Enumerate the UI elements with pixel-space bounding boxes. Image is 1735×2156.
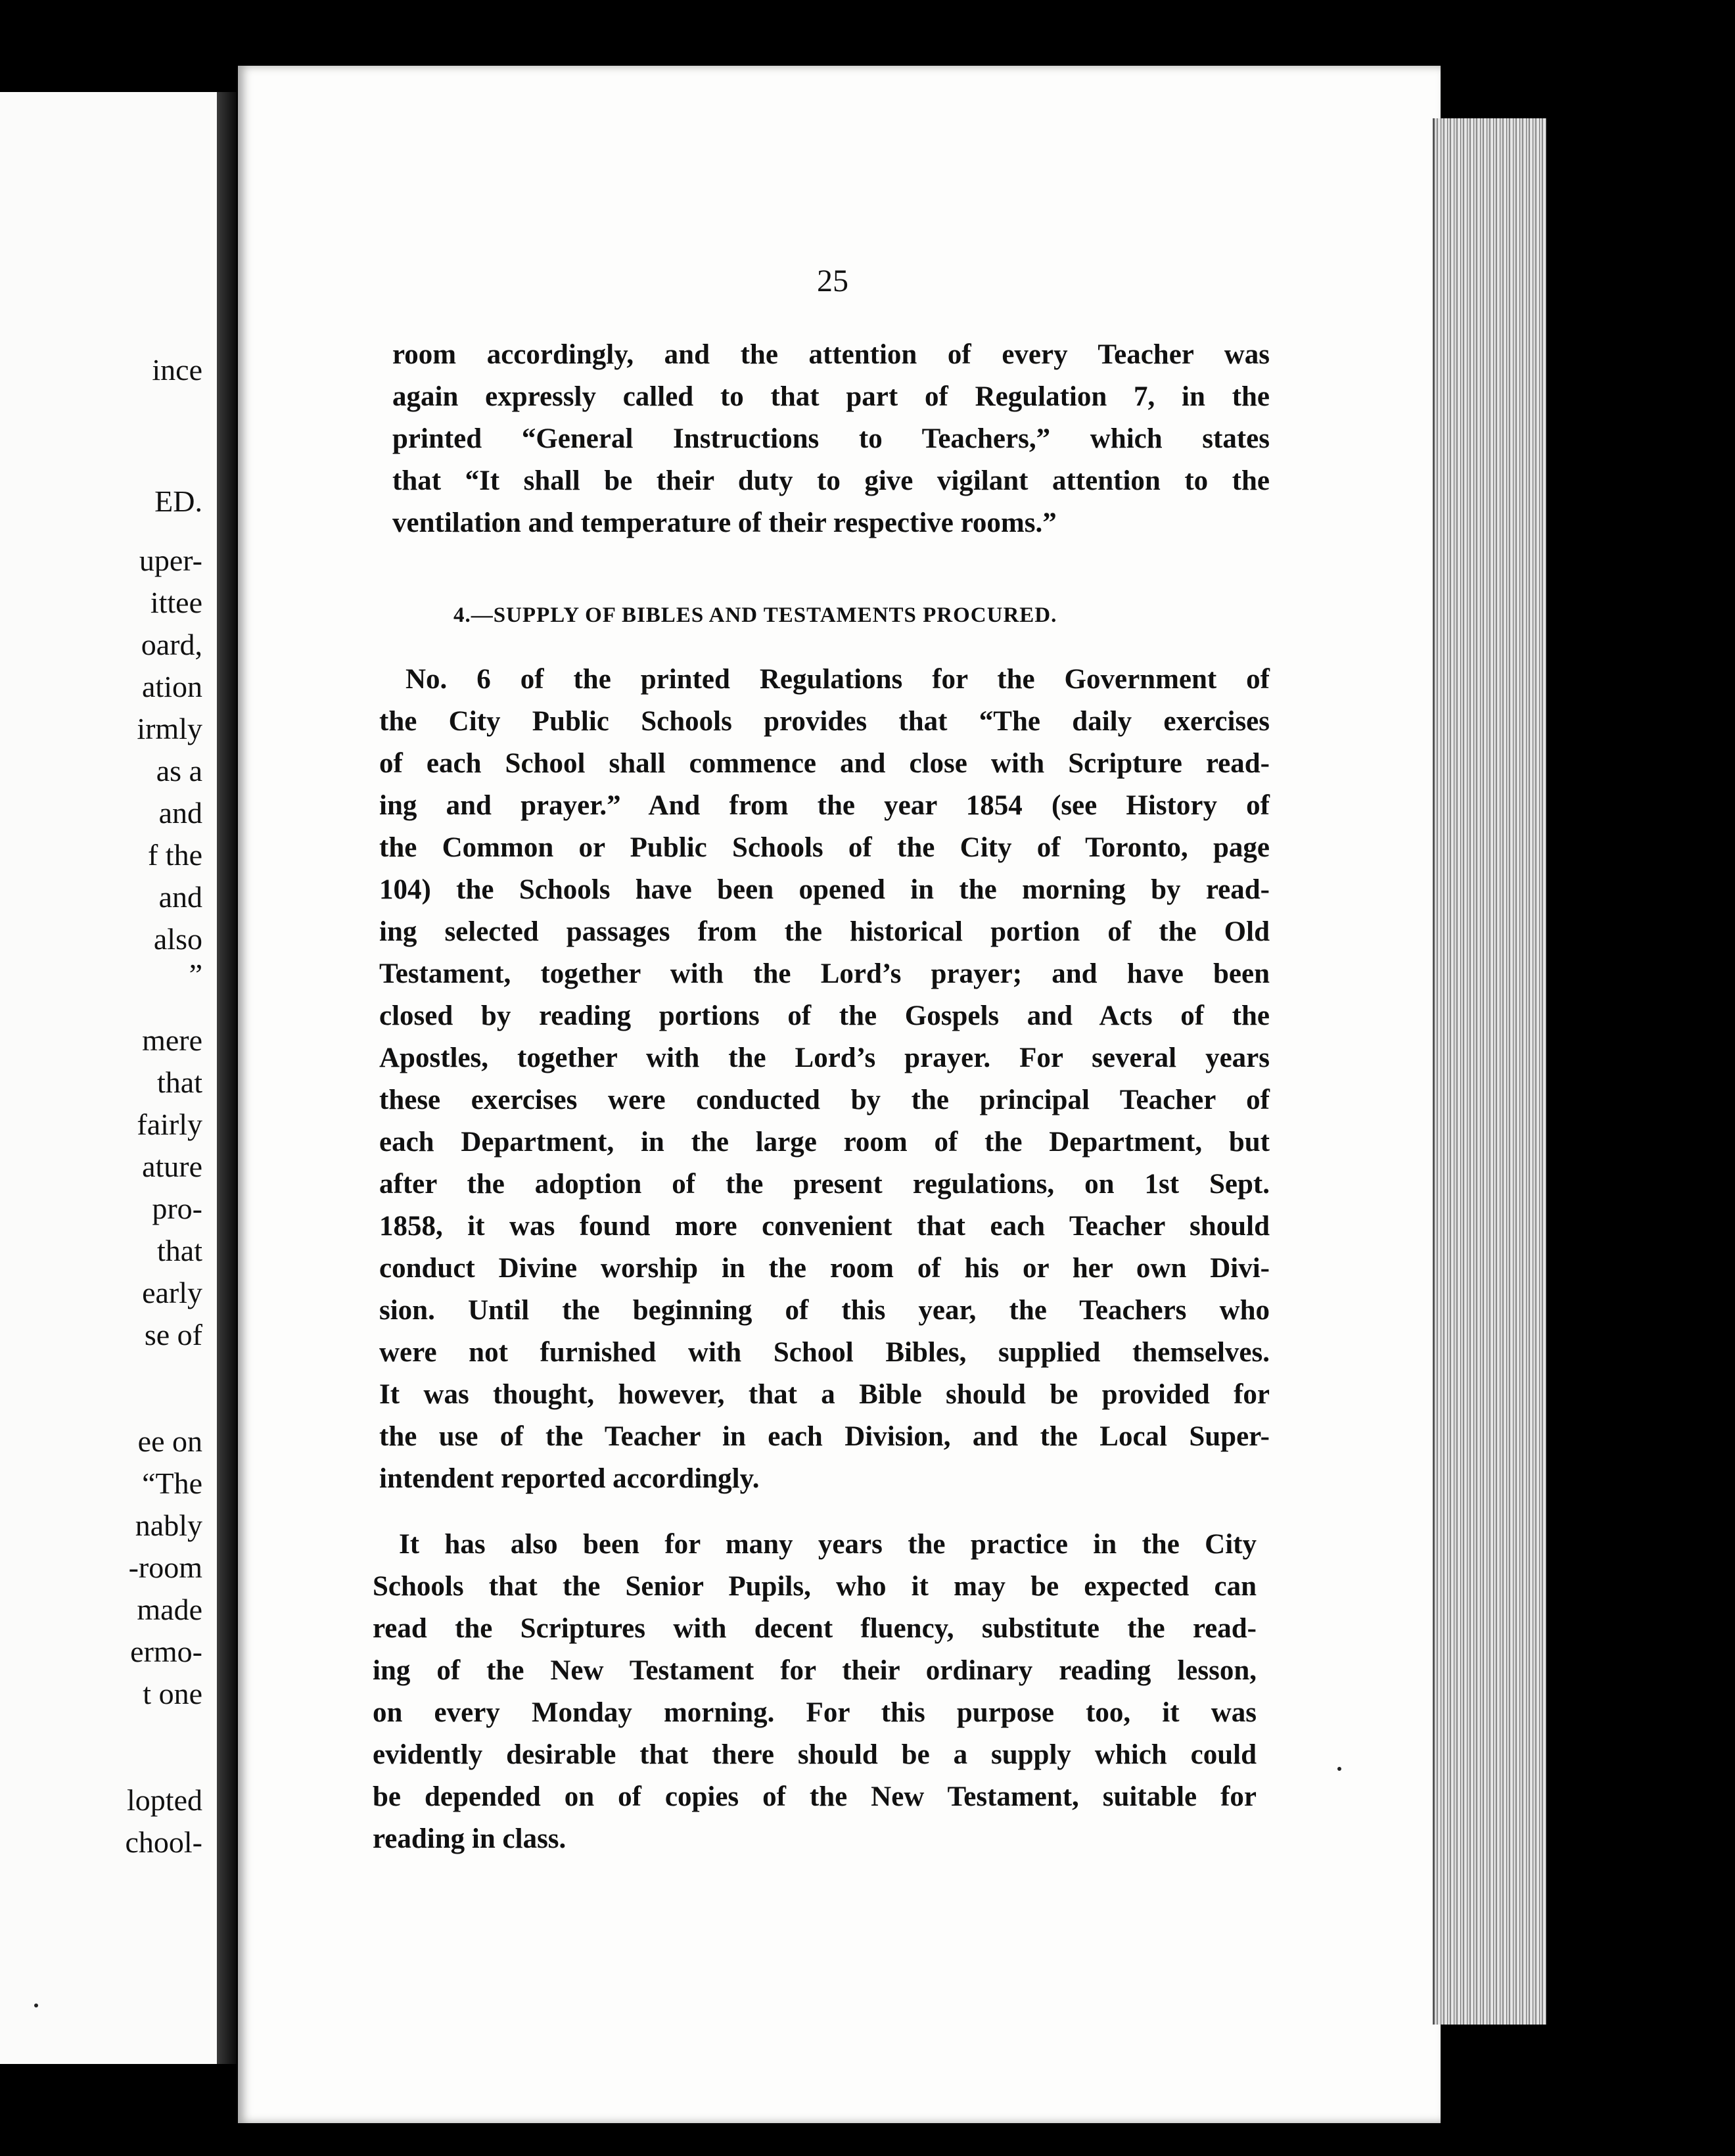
text-line: evidently desirable that there should be a supply which could <box>373 1739 1257 1770</box>
text-line: reading in class. <box>373 1823 567 1854</box>
left-page-fragment: oard, <box>141 628 202 661</box>
text-line: Apostles, together with the Lord’s prayer. For several years <box>379 1043 1270 1073</box>
page-edges <box>1433 118 1546 2025</box>
paragraph-new-testament-practice <box>373 1524 1257 1860</box>
text-line: after the adoption of the present regulations, on 1st Sept. <box>379 1169 1270 1200</box>
left-page-fragment: lopted <box>127 1783 202 1817</box>
text-line: Testament, together with the Lord’s prayer; and have been <box>379 958 1270 989</box>
scan-speck <box>1337 1767 1341 1771</box>
left-page-fragment: nably <box>135 1509 202 1542</box>
text-line: No. 6 of the printed Regulations for the Government of <box>405 664 1270 695</box>
text-line: 104) the Schools have been opened in the morning by read- <box>379 874 1270 905</box>
text-line: printed “General Instructions to Teachers,” which states <box>392 423 1270 454</box>
text-line: were not furnished with School Bibles, supplied themselves. <box>379 1337 1270 1368</box>
text-line: conduct Divine worship in the room of his or her own Divi- <box>379 1253 1270 1284</box>
left-page-fragment: ermo- <box>130 1635 202 1668</box>
left-page-fragment: se of <box>144 1318 202 1351</box>
text-line: It was thought, however, that a Bible should be provided for <box>379 1379 1270 1410</box>
section-heading: 4.—SUPPLY OF BIBLES AND TESTAMENTS PROCURED. <box>453 603 1057 627</box>
text-line: ing of the New Testament for their ordinary reading lesson, <box>373 1655 1257 1686</box>
left-page-fragment: and <box>158 796 202 830</box>
text-line: closed by reading portions of the Gospels and Acts of the <box>379 1000 1270 1031</box>
left-page-fragment: as a <box>156 754 202 787</box>
left-page-fragment: made <box>137 1593 202 1626</box>
intro-paragraph <box>392 334 1270 544</box>
left-page-fragment: uper- <box>139 544 202 577</box>
left-page-fragment: mere <box>142 1023 202 1057</box>
paragraph-supply-of-bibles <box>379 659 1270 1500</box>
left-page-fragment: that <box>157 1234 202 1267</box>
text-line: It has also been for many years the practice in the City <box>399 1529 1257 1560</box>
text-line: each Department, in the large room of the Department, but <box>379 1127 1270 1158</box>
left-page-fragment: t one <box>143 1677 202 1710</box>
left-page-fragment: early <box>142 1276 202 1309</box>
book-gutter <box>217 92 237 2064</box>
scan-speck <box>34 2004 38 2007</box>
text-line: these exercises were conducted by the principal Teacher of <box>379 1085 1270 1115</box>
text-line: ing selected passages from the historical portion of the Old <box>379 916 1270 947</box>
left-page-fragment: “The <box>142 1466 202 1500</box>
text-line: ventilation and temperature of their respective rooms.” <box>392 507 1057 538</box>
left-page-fragment: ” <box>189 958 202 991</box>
text-line: room accordingly, and the attention of every Teacher was <box>392 339 1270 370</box>
text-line: that “It shall be their duty to give vigilant attention to the <box>392 465 1270 496</box>
left-page-fragment: also <box>153 922 202 956</box>
text-line: the use of the Teacher in each Division, and the Local Super- <box>379 1421 1270 1452</box>
text-line: again expressly called to that part of Regulation 7, in the <box>392 381 1270 412</box>
left-page-fragment: -room <box>128 1551 202 1584</box>
text-line: read the Scriptures with decent fluency, substitute the read- <box>373 1613 1257 1644</box>
left-page-fragment: chool- <box>125 1825 202 1859</box>
left-page-fragment: ince <box>152 353 202 387</box>
text-line: Schools that the Senior Pupils, who it may be expected can <box>373 1571 1257 1602</box>
text-line: of each School shall commence and close with Scripture read- <box>379 748 1270 779</box>
left-page-fragment: fairly <box>137 1108 202 1141</box>
left-page-fragment: and <box>158 880 202 914</box>
text-line: the City Public Schools provides that “The daily exercises <box>379 706 1270 737</box>
text-line: on every Monday morning. For this purpose too, it was <box>373 1697 1257 1728</box>
left-page-fragment: irmly <box>137 712 202 745</box>
text-line: the Common or Public Schools of the City of Toronto, page <box>379 832 1270 863</box>
left-page-fragment: f the <box>147 838 202 872</box>
left-page-fragment: ittee <box>150 586 202 619</box>
left-page-fragment: ature <box>142 1150 202 1183</box>
left-page-fragment: ee on <box>137 1424 202 1458</box>
page-number: 25 <box>817 264 848 298</box>
text-line: be depended on of copies of the New Testament, suitable for <box>373 1781 1257 1812</box>
text-line: 1858, it was found more convenient that each Teacher should <box>379 1211 1270 1242</box>
left-page-fragment: ation <box>142 670 202 703</box>
text-line: ing and prayer.” And from the year 1854 (see History of <box>379 790 1270 821</box>
left-page-fragment: pro- <box>152 1192 202 1225</box>
text-line: sion. Until the beginning of this year, the Teachers who <box>379 1295 1270 1326</box>
text-line: intendent reported accordingly. <box>379 1463 760 1494</box>
left-page-fragment: that <box>157 1066 202 1099</box>
left-page-fragment: ED. <box>154 484 202 518</box>
